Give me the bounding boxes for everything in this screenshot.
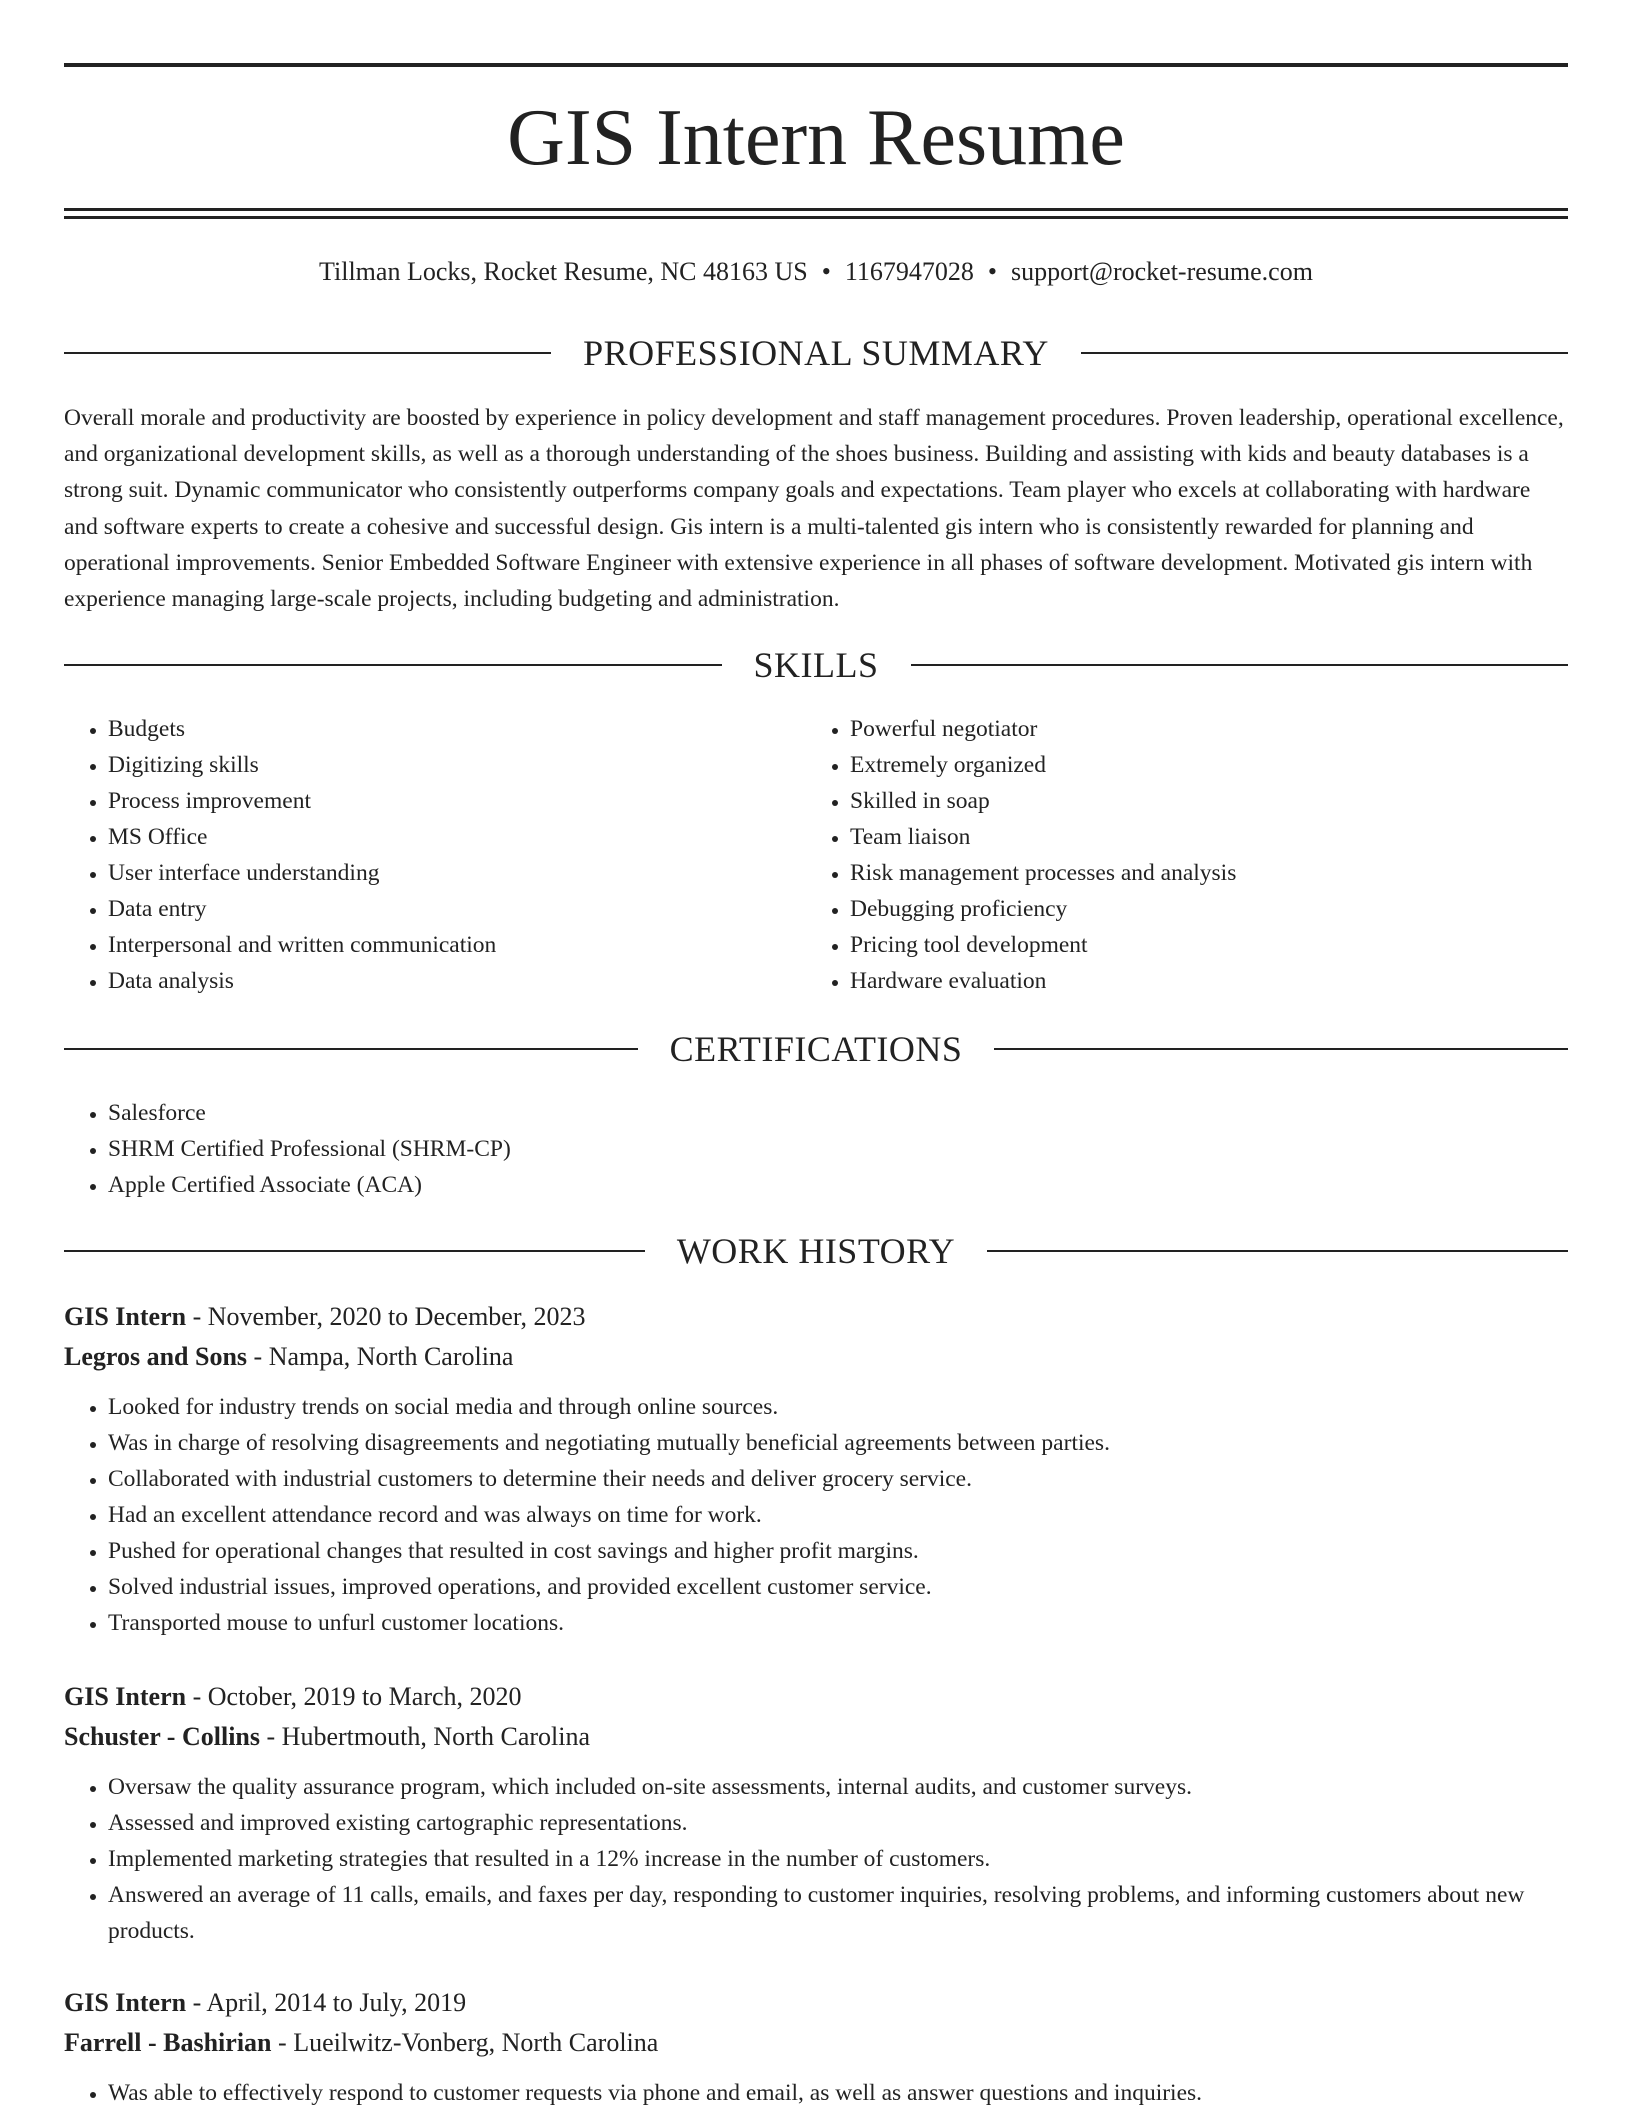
- header-double-rule-upper: [64, 208, 1568, 211]
- job-company-line: [64, 1337, 1568, 1377]
- job-title: GIS Intern: [64, 1302, 187, 1331]
- section-title-skills: SKILLS: [753, 645, 879, 685]
- skill-item: • Debugging proficiency: [850, 891, 1506, 927]
- job-dash: -: [192, 1302, 202, 1331]
- job-bullet: • Implemented marketing strategies that resulted in a 12% increase in the number of customers.: [108, 1841, 1568, 1877]
- skills-list-left: [64, 711, 764, 999]
- job-location: Nampa, North Carolina: [268, 1342, 514, 1371]
- certifications-block: [64, 1095, 1568, 1203]
- section-title-certifications: CERTIFICATIONS: [669, 1029, 963, 1069]
- job-dash: -: [278, 2028, 287, 2057]
- section-title-summary: PROFESSIONAL SUMMARY: [583, 333, 1049, 373]
- job-bullets: [64, 1389, 1568, 1641]
- skills-list-right: [806, 711, 1506, 999]
- section-rule-left: [64, 1250, 645, 1252]
- skill-item: • Digitizing skills: [108, 747, 764, 783]
- skill-item: • Budgets: [108, 711, 764, 747]
- skill-item: • Data entry: [108, 891, 764, 927]
- skill-item: • Extremely organized: [850, 747, 1506, 783]
- job-dates: April, 2014 to July, 2019: [206, 1988, 467, 2017]
- job-bullet: • Answered an average of 11 calls, emails, and faxes per day, responding to customer inquiries, resolving problems, and informing customers about new products.: [108, 1877, 1568, 1949]
- skill-item: • Interpersonal and written communication: [108, 927, 764, 963]
- section-rule-left: [64, 352, 551, 354]
- job-bullet: • Assessed and improved existing cartographic representations.: [108, 1805, 1568, 1841]
- certification-item: • SHRM Certified Professional (SHRM-CP): [108, 1131, 1568, 1167]
- resume-title: GIS Intern Resume: [507, 94, 1125, 182]
- section-rule-right: [987, 1250, 1568, 1252]
- section-header-summary: [64, 331, 1568, 375]
- skill-item: • Skilled in soap: [850, 783, 1506, 819]
- job-company-line: [64, 1717, 1568, 1757]
- section-rule-right: [1081, 352, 1568, 354]
- job-location: Lueilwitz-Vonberg, North Carolina: [293, 2028, 659, 2057]
- section-rule-left: [64, 1048, 638, 1050]
- skill-item: • Process improvement: [108, 783, 764, 819]
- contact-separator: •: [987, 257, 998, 286]
- job-bullet: • Had an excellent attendance record and was always on time for work.: [108, 1497, 1568, 1533]
- job-dates: November, 2020 to December, 2023: [207, 1302, 586, 1331]
- skill-item: • Powerful negotiator: [850, 711, 1506, 747]
- skill-item: • Risk management processes and analysis: [850, 855, 1506, 891]
- skill-item: • Data analysis: [108, 963, 764, 999]
- summary-paragraph: Overall morale and productivity are boosted by experience in policy development and staff management procedures. Proven leadership, operational excellence, and organizational development skills, as well as a thorough understanding of the shoes business. Building and assisting with kids and beauty databases is a strong suit. Dynamic communicator who consistently outperforms company goals and expectations. Team player who excels at collaborating with hardware and software experts to create a cohesive and successful design. Gis intern is a multi-talented gis intern who is consistently rewarded for planning and operational improvements. Senior Embedded Software Engineer with extensive experience in all phases of software development. Motivated gis intern with experience managing large-scale projects, including budgeting and administration.: [64, 405, 1564, 613]
- section-title-work-history: WORK HISTORY: [676, 1231, 956, 1271]
- certification-item: • Salesforce: [108, 1095, 1568, 1131]
- job-bullet: • Solved industrial issues, improved operations, and provided excellent customer service.: [108, 1569, 1568, 1605]
- job-dash: -: [253, 1342, 263, 1371]
- skills-column-right: [806, 711, 1506, 999]
- skill-item: • MS Office: [108, 819, 764, 855]
- job-dash: -: [192, 1988, 202, 2017]
- job-bullet: • Transported mouse to unfurl customer locations.: [108, 1605, 1568, 1641]
- job-bullet: • Pushed for operational changes that resulted in cost savings and higher profit margins.: [108, 1533, 1568, 1569]
- skill-item: • Hardware evaluation: [850, 963, 1506, 999]
- job-location: Hubertmouth, North Carolina: [281, 1722, 591, 1751]
- job-company: Farrell - Bashirian: [64, 2028, 272, 2057]
- job-bullets: [64, 1769, 1568, 1949]
- skill-item: • User interface understanding: [108, 855, 764, 891]
- job-bullets: [64, 2075, 1568, 2111]
- section-header-certifications: [64, 1027, 1568, 1071]
- job-bullet: • Was in charge of resolving disagreements and negotiating mutually beneficial agreements between parties.: [108, 1425, 1568, 1461]
- job-dates: October, 2019 to March, 2020: [207, 1682, 522, 1711]
- section-rule-left: [64, 664, 722, 666]
- skill-item: • Team liaison: [850, 819, 1506, 855]
- job-bullet: • Was able to effectively respond to customer requests via phone and email, as well as answer questions and inquiries.: [108, 2075, 1568, 2111]
- job-entry: [64, 1677, 1568, 1949]
- section-rule-right: [994, 1048, 1568, 1050]
- job-bullet: • Looked for industry trends on social media and through online sources.: [108, 1389, 1568, 1425]
- job-company-line: [64, 2023, 1568, 2063]
- job-dash: -: [266, 1722, 276, 1751]
- section-header-skills: [64, 643, 1568, 687]
- section-header-work-history: [64, 1229, 1568, 1273]
- job-bullet: • Oversaw the quality assurance program, which included on-site assessments, internal audits, and customer surveys.: [108, 1769, 1568, 1805]
- job-entry: [64, 1983, 1568, 2111]
- section-rule-right: [911, 664, 1569, 666]
- contact-address: Tillman Locks, Rocket Resume, NC 48163 US: [319, 257, 808, 286]
- contact-email: support@rocket-resume.com: [1011, 257, 1313, 286]
- certifications-list: [64, 1095, 1568, 1203]
- job-title: GIS Intern: [64, 1988, 187, 2017]
- skills-column-left: [64, 711, 764, 999]
- header-double-rule-lower: [64, 216, 1568, 219]
- job-entry: [64, 1297, 1568, 1641]
- job-title-line: [64, 1983, 1568, 2023]
- job-bullet: • Collaborated with industrial customers to determine their needs and deliver grocery service.: [108, 1461, 1568, 1497]
- job-company: Schuster - Collins: [64, 1722, 260, 1751]
- certification-item: • Apple Certified Associate (ACA): [108, 1167, 1568, 1203]
- skill-item: • Pricing tool development: [850, 927, 1506, 963]
- contact-phone: 1167947028: [844, 257, 974, 286]
- job-title: GIS Intern: [64, 1682, 187, 1711]
- contact-line: [64, 254, 1568, 290]
- header-top-rule: [64, 63, 1568, 67]
- contact-separator: •: [821, 257, 831, 286]
- job-title-line: [64, 1297, 1568, 1337]
- job-dash: -: [192, 1682, 202, 1711]
- job-company: Legros and Sons: [64, 1342, 248, 1371]
- job-title-line: [64, 1677, 1568, 1717]
